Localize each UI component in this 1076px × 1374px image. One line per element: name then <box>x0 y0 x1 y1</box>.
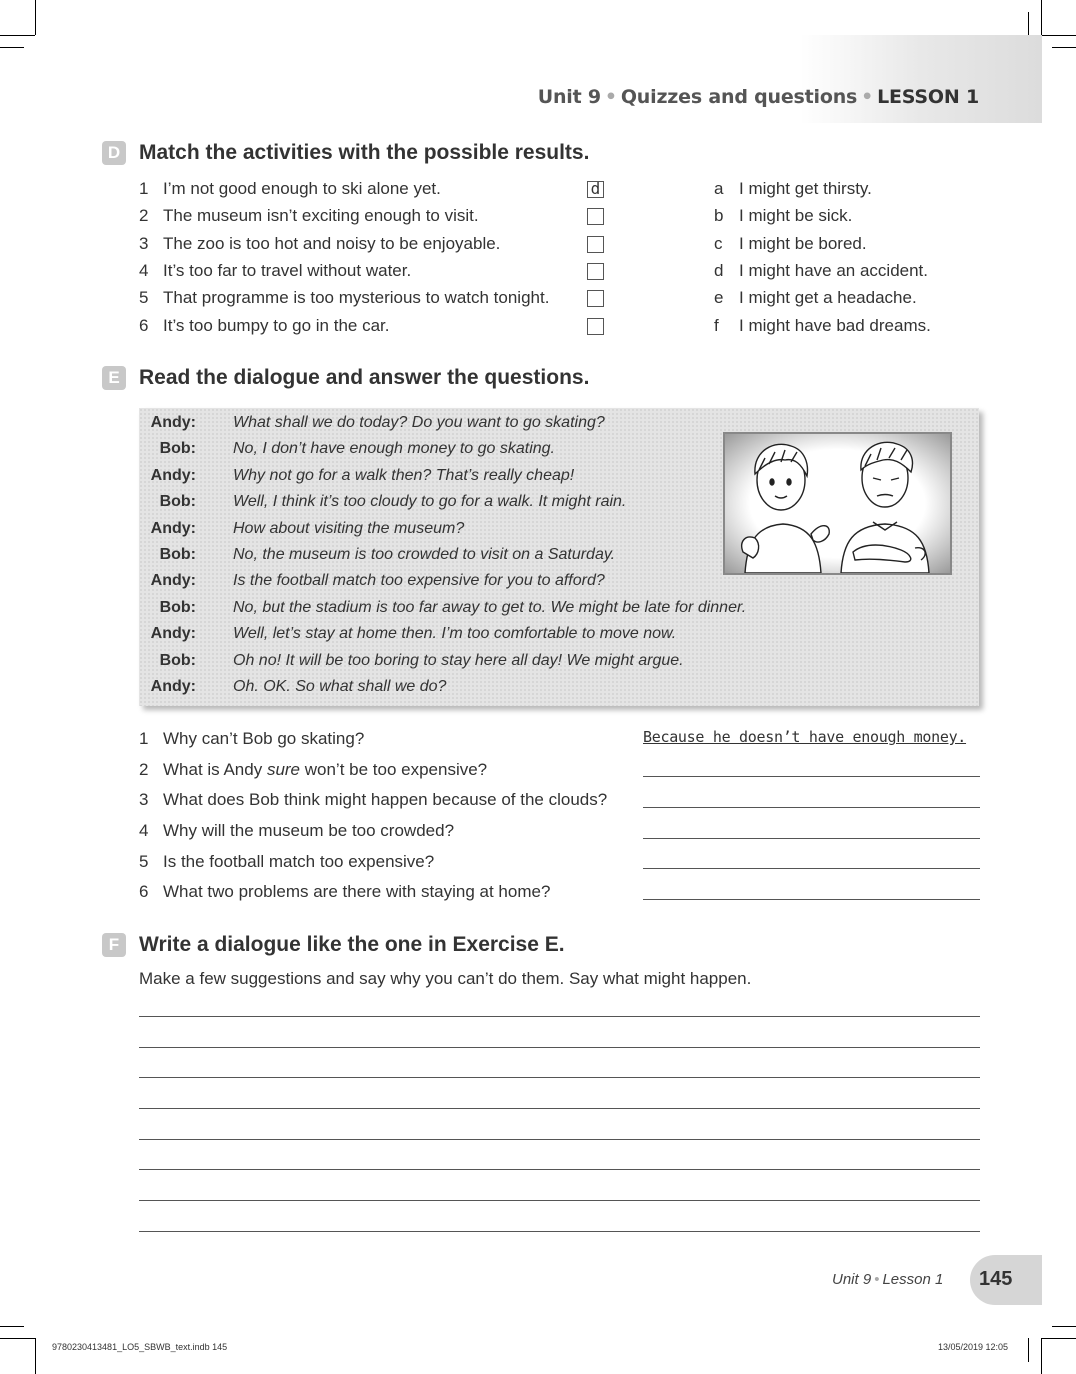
writing-line[interactable] <box>139 1200 980 1201</box>
dialogue-line: No, I don’t have enough money to go skating. <box>233 440 555 457</box>
crop-mark <box>35 0 36 35</box>
footer-separator: • <box>874 1271 880 1288</box>
section-d-title: Match the activities with the possible results. <box>139 141 590 164</box>
page-header <box>538 86 979 108</box>
activity-number: 4 <box>139 261 149 280</box>
footer-lesson-label <box>832 1271 943 1288</box>
crop-mark <box>1041 35 1076 36</box>
boys-illustration <box>723 432 952 575</box>
file-slug: 9780230413481_LO5_SBWB_text.indb 145 <box>52 1342 228 1352</box>
crop-mark <box>0 35 35 36</box>
section-e-badge: E <box>102 366 126 390</box>
question-text-part: What is Andy <box>163 760 267 779</box>
header-lesson: LESSON 1 <box>877 86 979 108</box>
dialogue-line: Well, let’s stay at home then. I’m too comfortable to move now. <box>233 625 677 642</box>
speaker-label: Bob: <box>159 599 196 616</box>
result-letter: c <box>714 234 723 253</box>
question-text-part: Why can’t Bob go skating? <box>163 729 365 748</box>
answer-box[interactable]: d <box>587 181 604 198</box>
question-text-part: Why will the museum be too crowded? <box>163 821 455 840</box>
speaker-label: Andy: <box>150 678 196 695</box>
result-text: I might be sick. <box>739 206 853 225</box>
question-text-part: won’t be too expensive? <box>300 760 488 779</box>
header-topic: Quizzes and questions <box>620 86 858 108</box>
result-letter: b <box>714 206 724 225</box>
dialogue-line: Oh no! It will be too boring to stay here all day! We might argue. <box>233 652 684 669</box>
answer-line[interactable] <box>643 776 980 777</box>
section-e-title: Read the dialogue and answer the questions. <box>139 366 590 389</box>
date-slug: 13/05/2019 12:05 <box>938 1342 1009 1352</box>
activity-text: It’s too far to travel without water. <box>163 261 412 280</box>
question-number: 6 <box>139 882 149 901</box>
result-text: I might have bad dreams. <box>739 316 931 335</box>
crop-mark <box>1041 1338 1076 1339</box>
result-letter: f <box>714 316 719 335</box>
dialogue-line: What shall we do today? Do you want to go skating? <box>233 414 605 431</box>
answer-box[interactable] <box>587 263 604 280</box>
crop-mark <box>0 47 24 48</box>
result-text: I might have an accident. <box>739 261 929 280</box>
speaker-label: Bob: <box>159 493 196 510</box>
result-letter: a <box>714 179 724 198</box>
activity-text: The museum isn’t exciting enough to visit. <box>163 206 479 225</box>
activity-text: I’m not good enough to ski alone yet. <box>163 179 441 198</box>
writing-line[interactable] <box>139 1016 980 1017</box>
speaker-label: Bob: <box>159 546 196 563</box>
speaker-label: Andy: <box>150 414 196 431</box>
writing-line[interactable] <box>139 1139 980 1140</box>
question-text-part: Is the football match too expensive? <box>163 852 435 871</box>
dialogue-line: Well, I think it’s too cloudy to go for a walk. It might rain. <box>233 493 627 510</box>
activity-text: That programme is too mysterious to watch tonight. <box>163 288 550 307</box>
writing-line[interactable] <box>139 1047 980 1048</box>
crop-mark <box>1052 1326 1076 1327</box>
question-text-part: What two problems are there with staying at home? <box>163 882 551 901</box>
writing-line[interactable] <box>139 1077 980 1078</box>
question-text <box>163 760 487 780</box>
writing-line[interactable] <box>139 1231 980 1232</box>
example-answer: Because he doesn’t have enough money. <box>643 728 967 746</box>
header-unit: Unit 9 <box>537 86 601 108</box>
section-d-badge: D <box>102 141 126 165</box>
answer-line[interactable] <box>643 838 980 839</box>
result-text: I might get a headache. <box>739 288 917 307</box>
dialogue-line: Oh. OK. So what shall we do? <box>233 678 447 695</box>
dialogue-line: No, the museum is too crowded to visit on a Saturday. <box>233 546 616 563</box>
writing-line[interactable] <box>139 1169 980 1170</box>
question-text <box>163 882 550 902</box>
question-text <box>163 790 607 810</box>
answer-line[interactable] <box>643 899 980 900</box>
crop-mark <box>0 1326 24 1327</box>
header-separator: • <box>604 86 617 108</box>
activity-text: The zoo is too hot and noisy to be enjoyable. <box>163 234 501 253</box>
question-text <box>163 729 364 749</box>
speaker-label: Andy: <box>150 520 196 537</box>
question-text <box>163 821 454 841</box>
dialogue-line: Is the football match too expensive for you to afford? <box>233 572 605 589</box>
speaker-label: Bob: <box>159 440 196 457</box>
question-number: 4 <box>139 821 149 840</box>
question-number: 5 <box>139 852 149 871</box>
speaker-label: Andy: <box>150 625 196 642</box>
speaker-label: Andy: <box>150 467 196 484</box>
crop-mark <box>1052 47 1076 48</box>
crop-mark <box>1041 1338 1042 1374</box>
activity-number: 3 <box>139 234 149 253</box>
activity-number: 6 <box>139 316 149 335</box>
dialogue-line: No, but the stadium is too far away to get to. We might be late for dinner. <box>233 599 747 616</box>
answer-line[interactable] <box>643 868 980 869</box>
section-f-title: Write a dialogue like the one in Exercise E. <box>139 933 565 956</box>
crop-mark <box>0 1338 35 1339</box>
speaker-label: Andy: <box>150 572 196 589</box>
result-text: I might get thirsty. <box>739 179 872 198</box>
crop-mark <box>1028 12 1029 36</box>
dialogue-line: Why not go for a walk then? That’s really cheap! <box>233 467 575 484</box>
answer-box[interactable] <box>587 290 604 307</box>
section-f-badge: F <box>102 933 126 957</box>
page-number: 145 <box>979 1268 1013 1290</box>
speaker-label: Bob: <box>159 652 196 669</box>
question-emphasis: sure <box>266 760 301 779</box>
activity-number: 5 <box>139 288 149 307</box>
result-letter: e <box>714 288 724 307</box>
activity-number: 1 <box>139 179 149 198</box>
crop-mark <box>1028 1338 1029 1362</box>
writing-line[interactable] <box>139 1108 980 1109</box>
question-text <box>163 852 434 872</box>
dialogue-line: How about visiting the museum? <box>233 520 465 537</box>
answer-box[interactable] <box>587 208 604 225</box>
header-separator: • <box>861 86 874 108</box>
footer-unit: Unit 9 <box>832 1271 872 1288</box>
boys-drawing <box>725 434 950 573</box>
result-text: I might be bored. <box>739 234 867 253</box>
crop-mark <box>35 1338 36 1374</box>
question-number: 1 <box>139 729 149 748</box>
question-number: 2 <box>139 760 149 779</box>
activity-text: It’s too bumpy to go in the car. <box>163 316 390 335</box>
answer-line[interactable] <box>643 807 980 808</box>
footer-lesson: Lesson 1 <box>882 1271 944 1288</box>
crop-mark <box>1041 0 1042 35</box>
section-f-instruction: Make a few suggestions and say why you can’t do them. Say what might happen. <box>139 969 752 988</box>
answer-box[interactable] <box>587 236 604 253</box>
header-band <box>800 35 1042 123</box>
answer-box[interactable] <box>587 318 604 335</box>
activity-number: 2 <box>139 206 149 225</box>
question-number: 3 <box>139 790 149 809</box>
question-text-part: What does Bob think might happen because of the clouds? <box>163 790 608 809</box>
result-letter: d <box>714 261 724 280</box>
